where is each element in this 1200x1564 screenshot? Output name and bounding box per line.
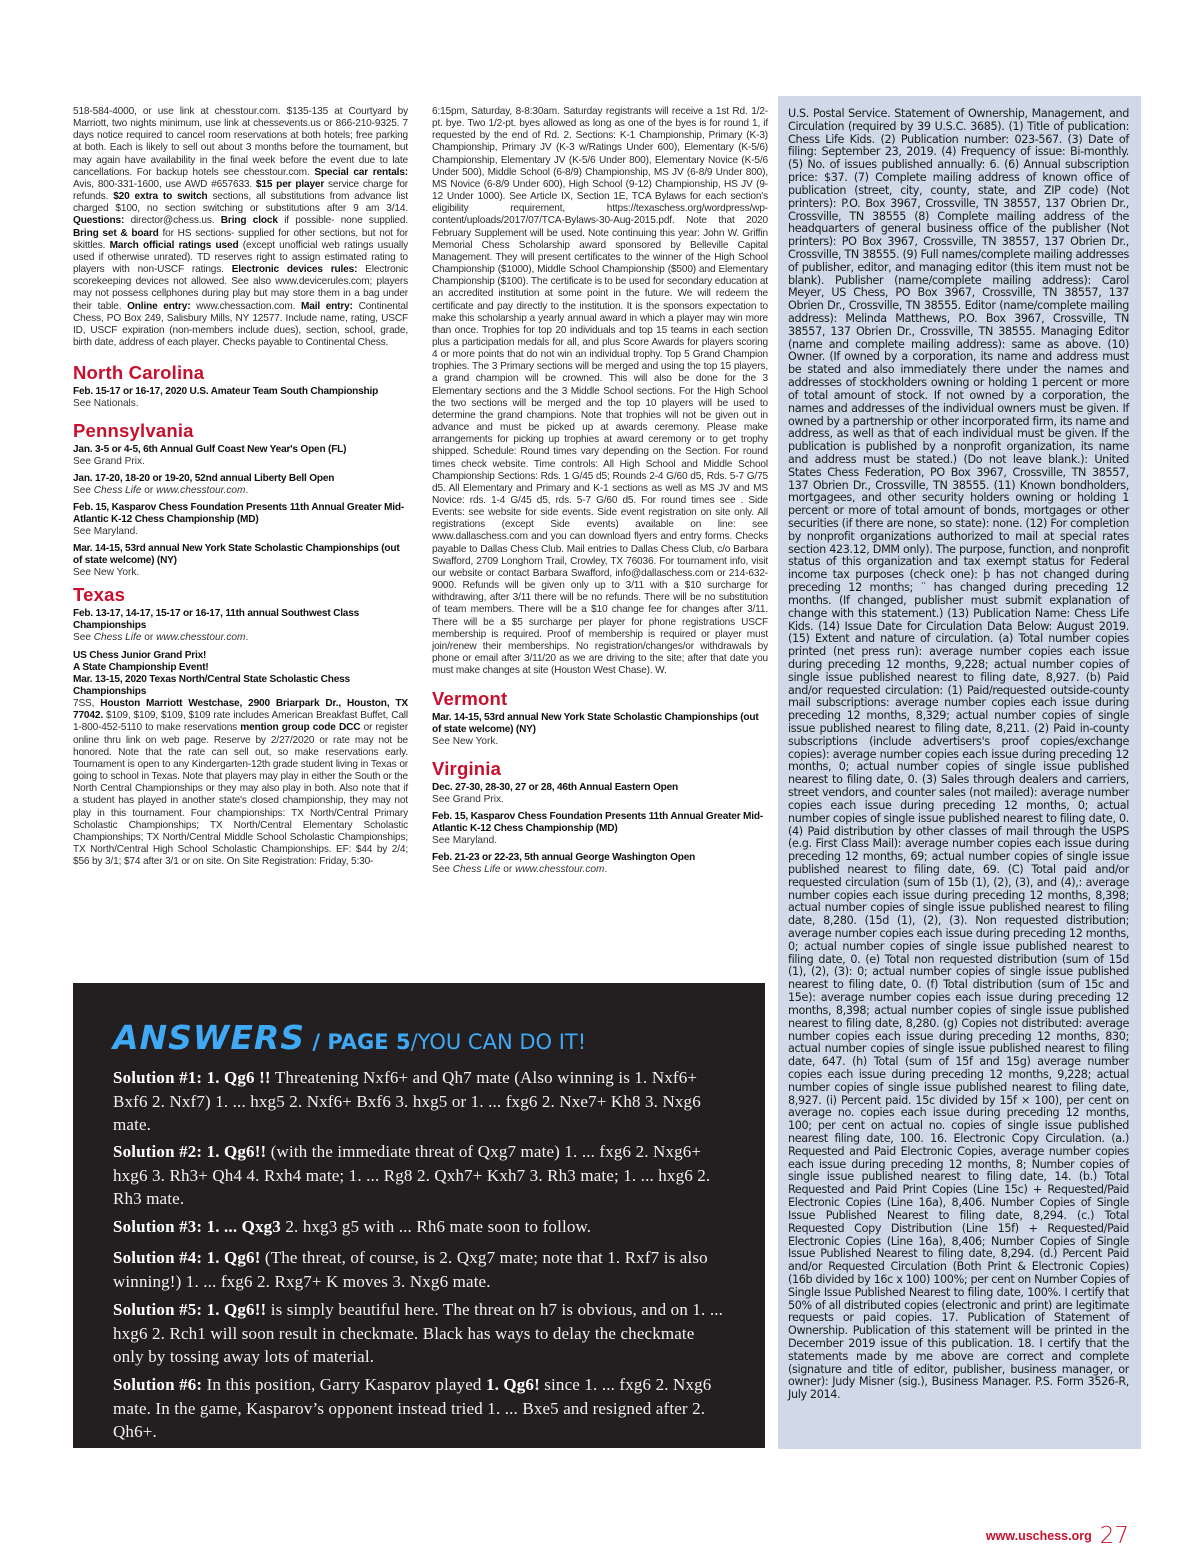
event-listing (432, 712, 768, 748)
event-title: Feb. 21-23 or 22-23, 5th annual George Washington Open (432, 852, 696, 864)
solution-2: Solution #2: 1. Qg6!! (with the immediate threat of Qxg7 mate) 1. ... fxg6 2. Nxg6+ hxg6 3. Rh3+ Qh4 4. Rxh4 mate; 1. ... Rg8 2. Qxh7+ Kxh7 3. Rh3 mate; 1. ... hxg6 2. Rh3 mate. (113, 1142, 711, 1208)
answers-heading: ANSWERS / PAGE 5/YOU CAN DO IT! (113, 1018, 587, 1057)
event-title: Mar. 14-15, 53rd annual New York State Scholastic Championships (out of state welcome) (NY) (73, 543, 400, 567)
website-link[interactable]: www.uschess.org (985, 1529, 1092, 1543)
event-title: Feb. 15, Kasparov Chess Foundation Presents 11th Annual Greater Mid-Atlantic K-12 Chess Championship (MD) (432, 811, 763, 835)
event-note: See Grand Prix. (73, 456, 145, 468)
solution-4: Solution #4: 1. Qg6! (The threat, of course, is 2. Qxg7 mate; note that 1. Rxf7 is also winning!) 1. ... fxg6 2. Rxg7+ K moves 3. Nxg6 mate. (113, 1248, 708, 1291)
event-note: See New York. (432, 736, 499, 748)
event-note: See Grand Prix. (432, 794, 504, 806)
event-note: See New York. (73, 567, 140, 579)
state-heading-pennsylvania: Pennsylvania (73, 420, 194, 442)
event-listing (432, 782, 768, 806)
event-listing (73, 473, 408, 497)
event-highlight: A State Championship Event! (73, 662, 209, 674)
column-left (73, 106, 408, 873)
page-number: 27 (1099, 1523, 1129, 1549)
event-listing (432, 811, 768, 847)
event-title: Jan. 3-5 or 4-5, 6th Annual Gulf Coast New Year's Open (FL) (73, 444, 347, 456)
event-listing (432, 852, 768, 876)
column-middle (432, 106, 768, 881)
solution-6: Solution #6: In this position, Garry Kasparov played 1. Qg6! since 1. ... fxg6 2. Nxg6 mate. In the game, Kasparov’s opponent instead tried 1. ... Bxe5 and resigned after 2. Qh6+. (113, 1375, 712, 1441)
texas-event-continued: 6:15pm, Saturday, 8-8:30am. Saturday registrants will receive a 1st Rd. 1/2-pt. bye. Two 1/2-pt. byes allowed as long as one of the byes is for round 1, if requested by the end of Rd. 2. Sections: K-1 Championship, Primary (K-3) Championship, Primary JV (K-3 w/Ratings Under 600), Elementary (K-5/6) Championship, Elementary JV (K-5/6 Under 800), Elementary Novice (K-5/6 Under 500), Middle School (6-8/9) Championship, MS JV (6-8/9 Under 800), MS Novice (6-8/9 Under 600), High School (9-12) Championship, HS JV (9-12 Under 1000). See Article IX, Section 1E, TCA Bylaws for each section's eligibility requirement, https://texaschess.org/wordpress/wp-content/uploads/2017/07/TCA-Bylaws-30-Aug-2015.pdf. Note that 2020 February Supplement will be used. Note continuing this year: John W. Griffin Memorial Chess Scholarship award sponsored by Belleville Capital Management. They will present certificates to the winner of the High School Championship ($1000), Middle School Championship ($500) and Elementary Championship ($100). The certificate is to be used for secondary education at an accredited institution at some point in the future. We will redeem the certificate and pay directly to the institution. It is the sponsors expectation to make this scholarship a yearly annual award in which a player may win more than once. Trophies for top 20 individuals and top 15 teams in each section plus a participation medals for all, and plus Score Awards for players scoring 4 or more points that do not win an individual trophy. Top 5 Grand Champion trophies. The 3 Primary sections will be merged and using the top 15 players, a grand champion will be crowned. This will also be done for the 3 Elementary sections and the 3 Middle School sections. For the High School the two sections will be merged and the top 10 players will be used to determine the grand champions. Note that trophies will not be given out in advance and must be picked up at awards ceremony. Please make arrangements for picking up trophies at award ceremony or to get trophy shipped. Schedule: Round times vary depending on the Section. For round times check website. Time controls: All High School and Middle School Championship Sections: Rds. 1 G/45 d5; Rounds 2-4 G/60 d5, Rds. 5-7 G/75 d5. All Elementary and Primary and K-1 sections as well as MS JV and MS Novice: rds. 1-4 G/45 d5, rds. 5-7 G/60 d5. For round times see . Side Events: see website for side events. Side event registration on site only. All registrations (except Side events) available on line: see www.dallaschess.com and you can download flyers and entry forms. Checks payable to Dallas Chess Club. Mail entries to Dallas Chess Club, c/o Barbara Swafford, 2709 Longhorn Trail, Crowley, TX 76036. For tournament info, visit our website or contact Barbara Swafford, info@dallaschess.com or 214-632-9000. Refunds will be given only up to 3/11 with a $10 surcharge for withdrawing, after 3/11 there will be no refunds. There will be no substitution of team members. There will be a $10 change fee for changes after 3/11. There will be a $5 surcharge per player for phone registrations USCF membership is required. Proof of membership is required or player must join/renew their memberships. No registration/changes/or withdrawals by phone or email after 3/11/20 as we are driving to the site; after that date you must make changes at site (Houston West Chase). W. (432, 106, 768, 677)
event-title: Mar. 14-15, 53rd annual New York State Scholastic Championships (out of state welcome) (NY) (432, 712, 759, 736)
event-title: Feb. 15-17 or 16-17, 2020 U.S. Amateur Team South Championship (73, 386, 379, 398)
event-listing (73, 502, 408, 538)
event-note: See Maryland. (73, 526, 139, 538)
statement-of-ownership-text: U.S. Postal Service. Statement of Ownership, Management, and Circulation (required by 39 U.S.C. 3685). (1) Title of publication: Chess Life Kids. (2) Publication number: 023-567. (3) Date of filing: September 23, 2019. (4) Frequency of issue: Bi-monthly. (5) No. of issues published annually: 6. (6) Annual subscription price: $37. (7) Complete mailing address of known office of publication (street, city, county, state, and ZIP code) (Not printers): P.O. Box 3967, Crossville, TN 38557, 137 Obrien Dr., Crossville, TN 38555 (8) Complete mailing address of the headquarters of general business office of the publisher (Not printers): PO Box 3967, Crossville, TN 38557, 137 Obrien Dr., Crossville, TN 38555. (9) Full names/complete mailing addresses of publisher, editor, and managing editor (this item must not be blank). Publisher (name/complete mailing address): Carol Meyer, US Chess, PO Box 3967, Crossville, TN 38557, 137 Obrien Dr., Crossville, TN 38555. Editor (name/complete mailing address): Melinda Matthews, P.O. Box 3967, Crossville, TN 38557, 137 Obrien Dr., Crossville, TN 38555. Managing Editor (name and complete mailing address): same as above. (10) Owner. (If owned by a corporation, its name and address must be stated and also immediately there under the names and addresses of stockholders owning or holding 1 percent or more of total amount of stock. If not owned by a corporation, the names and addresses of the individual owners must be given. If owned by a partnership or other incorporated firm, its name and address, as well as that of each individual must be given. If the publication is published by a nonprofit organization, its name and address must be stated.) (Do not leave blank.): United States Chess Federation, PO Box 3967, Crossville, TN 38557, 137 Obrien Dr., Crossville, TN 38555. (11) Known bondholders, mortgagees, and other security holders owning or holding 1 percent or more of total amount of bonds, mortgages or other securities (if there are none, so state): none. (12) For completion by nonprofit organizations authorized to mail at special rates section 423.12, DMM only). The purpose, function, and nonprofit status of this organization and tax exempt status for Federal income tax purposes (check one): þ has not changed during preceding 12 months; ¨ has changed during preceding 12 months. (If changed, publisher must submit explanation of change with this statement.) (13) Publication Name: Chess Life Kids. (14) Issue Date for Circulation Data Below: August 2019. (15) Extent and nature of circulation. (a) Total number copies printed (net press run): average number copies each issue during preceding 12 months, 9,228; actual number copies of single issue published nearest to filing date, 8,927. (b) Paid and/or requested circulation: (1) Paid/requested outside-county mail subscriptions: average number copies each issue during preceding 12 months, 8,329; actual number copies of single issue published nearest to filing date, 8,211. (2) Paid in-county subscriptions (include advertisers's proof copies/exchange copies): average number copies each issue during preceding 12 months, 0; actual number copies of single issue published nearest to filing date, 0. (3) Sales through dealers and carriers, street vendors, and counter sales (not mailed): average number copies each issue during preceding 12 months, 0; actual number copies of single issue published nearest to filing date, 0. (4) Paid distribution by other classes of mail through the USPS (e.g. First Class Mail): average number copies each issue during preceding 12 months, 69; actual number copies of single issue published nearest to filing date, 69. (C) Total paid and/or requested circulation (sum of 15b (1), (2), (3), and (4),: average number copies each issue during preceding 12 months, 8,398; actual number copies of single issue published nearest to filing date, 8,280. (15d (1), (2), (3). Non requested distribution; average number copies each issue during preceding 12 months, 0; actual number copies of single issue published nearest to filing date, 0. (e) Total non requested distribution (sum of 15d (1), (2), (3): 0; actual number copies of single issue published nearest to filing date, 0. (f) Total distribution (sum of 15c and 15e): average number copies each issue during preceding 12 months, 8,398; actual number copies of single issue published nearest to filing date, 8,280. (g) Copies not distributed: average number copies each issue during preceding 12 months, 830; actual number copies of single issue published nearest to filing date, 647. (h) Total (sum of 15f and 15g) average number copies each issue during preceding 12 months, 9,228; actual number copies of single issue published nearest to filing date, 8,927. (i) Percent paid. 15c divided by 15f × 100), per cent on average no. copies each issue during preceding 12 months, 100; per cent on actual no. copies of single issue published nearest filing date, 100. 16. Electronic Copy Circulation. (a.) Requested and Paid Electronic Copies, average number copies each issue during preceding 12 months, 8; Number copies of single issue published nearest to filing date, 14. (b.) Total Requested and Paid Print Copies (Line 15c) + Requested/Paid Electronic Copies (Line 16a), 8,406. Number Copies of Single Issue Published Nearest to filing date, 8,294. (c.) Total Requested Copy Distribution (Line 15f) + Requested/Paid Electronic Copies (Line 16a), 8,406; Number Copies of Single Issue Published Nearest to filing date, 8,294. (d.) Percent Paid and/or Requested Circulation (Both Print & Electronic Copies) (16b divided by 16c x 100) 100%; per cent on Number Copies of Single Issue Published Nearest to filing date, 100%. I certify that 50% of all distributed copies (electronic and print) are legitimate requests or paid copies. 17. Publication of Statement of Ownership. Publication of this statement will be printed in the December 2019 issue of this publication. 18. I certify that the statements made by me above are correct and complete (signature and title of editor, publisher, business manager, or owner): Judy Misner (sig.), Business Manager. P.S. Form 3526-R, July 2014. (788, 107, 1129, 1402)
event-title: Feb. 13-17, 14-17, 15-17 or 16-17, 11th annual Southwest Class Championships (73, 608, 360, 632)
event-note: See Chess Life or www.chesstour.com. (73, 632, 249, 644)
chesstour-link[interactable]: www.chesstour.com (156, 485, 246, 497)
event-title: Jan. 17-20, 18-20 or 19-20, 52nd annual Liberty Bell Open (73, 473, 335, 485)
solution-5: Solution #5: 1. Qg6!! is simply beautiful here. The threat on h7 is obvious, and on 1. ... hxg6 2. Rch1 will soon result in checkmate. Black has ways to delay the checkmate only by tossing away lots of material. (113, 1300, 724, 1366)
chesstour-link[interactable]: www.chesstour.com (156, 632, 246, 644)
event-note: See Nationals. (73, 398, 139, 410)
page-footer (986, 1523, 1129, 1549)
event-title: Feb. 15, Kasparov Chess Foundation Presents 11th Annual Greater Mid-Atlantic K-12 Chess Championship (MD) (73, 502, 404, 526)
event-note: See Maryland. (432, 835, 498, 847)
hotel-info-paragraph: 518-584-4000, or use link at chesstour.com. $135-135 at Courtyard by Marriott, two nights minimum, use link at chessevents.us or 866-210-9325. 7 days notice required to cancel room reservations at both hotels; free parking at both. Each is likely to sell out about 3 months before the tournament, but may again have availability in the final week before the event due to late cancellations. For backup hotels see chesstour.com. Special car rentals: Avis, 800-331-1600, use AWD #657633. $15 per player service charge for refunds. $20 extra to switch sections, all substitutions from advance list charged $100, no section switching or substitutions after 9 am 3/14. Questions: director@chess.us. Bring clock if possible- none supplied. Bring set & board for HS sections- supplied for other sections, but not for skittles. March official ratings used (except unofficial web ratings usually used if otherwise unrated). TD reserves right to assign estimated rating to players with non-USCF ratings. Electronic devices rules: Electronic scorekeeping devices not allowed. See also www.devicerules.com; players may not possess cellphones during play but may store them in a bag under their table. Online entry: www.chessaction.com. Mail entry: Continental Chess, PO Box 249, Salisbury Mills, NY 12577. Include name, rating, USCF ID, USCF expiration (non-members include dues), section, school, grade, birth date, address of each player. Checks payable to Continental Chess. (73, 106, 408, 348)
state-heading-virginia: Virginia (432, 758, 502, 780)
event-listing (73, 386, 408, 410)
event-listing (73, 650, 408, 868)
event-title: Dec. 27-30, 28-30, 27 or 28, 46th Annual Eastern Open (432, 782, 678, 794)
event-note: See Chess Life or www.chesstour.com. (73, 485, 249, 497)
event-listing (73, 444, 408, 468)
event-title: Mar. 13-15, 2020 Texas North/Central State Scholastic Chess Championships (73, 674, 350, 698)
event-note: See Chess Life or www.chesstour.com. (432, 864, 608, 876)
event-listing (73, 608, 408, 644)
chesstour-link[interactable]: www.chesstour.com (515, 864, 605, 876)
event-details: 7SS, Houston Marriott Westchase, 2900 Briarpark Dr., Houston, TX 77042. $109, $109, $109, $109 rate includes American Breakfast Buffet, Call 1-800-452-5110 to make reservations mention group code DCC or register online thru link on web page. Reserve by 2/27/2020 or rate may not be honored. Note that the rate can sell out, so make reservations early. Tournament is open to any Kindergarten-12th grade student living in Texas or going to school in Texas. Note that players may play in either the South or the North Central Championships or they may also play in both. Also note that if a student has played in another state's closed championship, they may not play in this tournament. Four championships: TX North/Central Primary Scholastic Championships; TX North/Central Elementary Scholastic Championships; TX North/Central Middle School Scholastic Championships; TX North/Central High School Scholastic Championships. EF: $44 by 2/4; $56 by 3/1; $74 after 3/1 or on site. On Site Registration: Friday, 5:30- (73, 698, 409, 868)
state-heading-texas: Texas (73, 584, 126, 606)
solution-3: Solution #3: 1. ... Qxg3 2. hxg3 g5 with ... Rh6 mate soon to follow. (113, 1217, 592, 1236)
event-listing (73, 543, 408, 579)
answers-page-ref: PAGE 5 (327, 1030, 411, 1054)
answers-subtitle: YOU CAN DO IT! (417, 1030, 587, 1054)
state-heading-vermont: Vermont (432, 688, 508, 710)
answers-title: ANSWERS (113, 1018, 306, 1057)
state-heading-north-carolina: North Carolina (73, 362, 205, 384)
solution-1: Solution #1: 1. Qg6 !! Threatening Nxf6+ and Qh7 mate (Also winning is 1. Nxf6+ Bxf6 2. Nxf7) 1. ... hxg5 2. Nxf6+ Bxf6 3. hxg5 or 1. ... fxg6 2. Nxe7+ Kh8 3. Nxg6 mate. (113, 1068, 701, 1134)
event-highlight: US Chess Junior Grand Prix! (73, 650, 207, 662)
